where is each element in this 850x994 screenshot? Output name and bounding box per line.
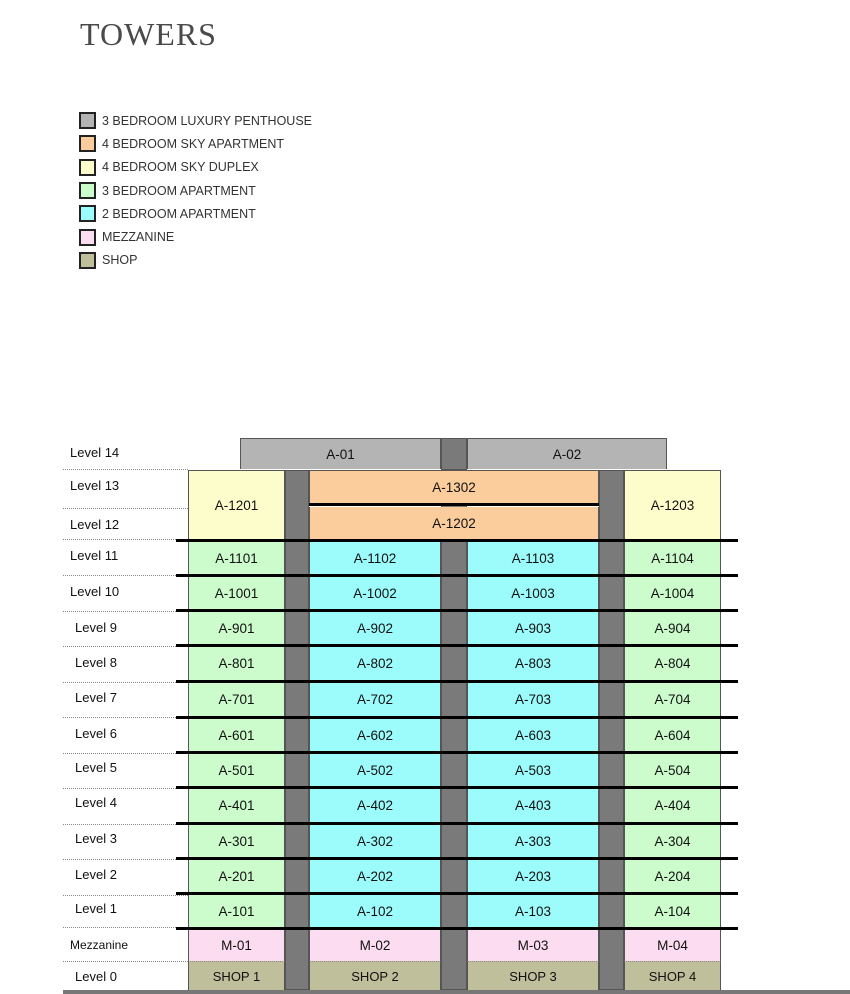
legend-swatch xyxy=(79,182,96,199)
unit-2-bedroom[interactable]: A-403 xyxy=(467,789,599,822)
unit-3-bedroom[interactable]: A-1001 xyxy=(188,577,285,609)
unit-mezzanine[interactable]: M-03 xyxy=(467,930,599,961)
level-divider xyxy=(63,508,188,509)
core-shaft xyxy=(599,470,624,990)
level-label: Level 12 xyxy=(70,517,120,532)
unit-shop[interactable]: SHOP 3 xyxy=(467,961,599,990)
legend-label: SHOP xyxy=(102,253,138,268)
unit-2-bedroom[interactable]: A-602 xyxy=(309,719,441,751)
legend-item xyxy=(79,202,312,225)
legend-item xyxy=(79,225,312,248)
unit-2-bedroom[interactable]: A-703 xyxy=(467,683,599,716)
unit-sky-duplex[interactable]: A-1201 xyxy=(188,470,285,540)
legend-label: 4 BEDROOM SKY DUPLEX xyxy=(102,160,259,175)
unit-3-bedroom[interactable]: A-201 xyxy=(188,860,285,892)
unit-2-bedroom[interactable]: A-203 xyxy=(467,860,599,892)
floor-slab xyxy=(176,786,738,789)
legend-item xyxy=(79,156,312,179)
unit-3-bedroom[interactable]: A-904 xyxy=(624,612,721,644)
level-divider xyxy=(63,717,188,718)
floor-slab xyxy=(176,751,738,754)
page-title: TOWERS xyxy=(80,16,217,52)
unit-3-bedroom[interactable]: A-1004 xyxy=(624,577,721,609)
unit-3-bedroom[interactable]: A-301 xyxy=(188,825,285,857)
floor-slab xyxy=(176,539,738,542)
level-label: Level 6 xyxy=(75,726,117,741)
level-label: Level 1 xyxy=(75,901,117,916)
floor-slab xyxy=(176,609,738,612)
unit-3-bedroom[interactable]: A-1104 xyxy=(624,542,721,574)
legend-item xyxy=(79,109,312,132)
level-label: Level 2 xyxy=(75,867,117,882)
level-divider xyxy=(63,575,188,576)
legend-item xyxy=(79,132,312,155)
unit-2-bedroom[interactable]: A-303 xyxy=(467,825,599,857)
unit-2-bedroom[interactable]: A-502 xyxy=(309,754,441,786)
level-label: Level 3 xyxy=(75,831,117,846)
level-divider xyxy=(63,646,188,647)
legend-swatch xyxy=(79,229,96,246)
unit-3-bedroom[interactable]: A-701 xyxy=(188,683,285,716)
unit-2-bedroom[interactable]: A-1102 xyxy=(309,542,441,574)
floor-slab xyxy=(176,822,738,825)
legend xyxy=(79,109,312,272)
core-shaft xyxy=(285,470,309,990)
unit-3-bedroom[interactable]: A-704 xyxy=(624,683,721,716)
legend-swatch xyxy=(79,135,96,152)
unit-mezzanine[interactable]: M-01 xyxy=(188,930,285,961)
unit-3-bedroom[interactable]: A-901 xyxy=(188,612,285,644)
floor-slab xyxy=(176,716,738,719)
unit-2-bedroom[interactable]: A-903 xyxy=(467,612,599,644)
unit-3-bedroom[interactable]: A-404 xyxy=(624,789,721,822)
unit-sky-apartment[interactable]: A-1302 xyxy=(309,470,599,504)
unit-shop[interactable]: SHOP 1 xyxy=(188,961,285,990)
core-shaft xyxy=(441,438,467,470)
floor-slab xyxy=(309,503,599,506)
unit-2-bedroom[interactable]: A-302 xyxy=(309,825,441,857)
legend-label: 2 BEDROOM APARTMENT xyxy=(102,206,256,221)
level-label: Level 13 xyxy=(70,478,120,493)
unit-3-bedroom[interactable]: A-501 xyxy=(188,754,285,786)
level-divider xyxy=(63,539,188,540)
unit-penthouse[interactable]: A-02 xyxy=(467,438,667,469)
unit-2-bedroom[interactable]: A-1003 xyxy=(467,577,599,609)
floor-slab xyxy=(176,857,738,860)
level-divider xyxy=(63,927,188,928)
unit-3-bedroom[interactable]: A-1101 xyxy=(188,542,285,574)
unit-shop[interactable]: SHOP 2 xyxy=(309,961,441,990)
floor-slab xyxy=(176,680,738,683)
floor-slab xyxy=(176,574,738,577)
legend-label: 3 BEDROOM APARTMENT xyxy=(102,183,256,198)
unit-shop[interactable]: SHOP 4 xyxy=(624,961,721,990)
unit-3-bedroom[interactable]: A-401 xyxy=(188,789,285,822)
unit-2-bedroom[interactable]: A-1002 xyxy=(309,577,441,609)
legend-label: 4 BEDROOM SKY APARTMENT xyxy=(102,136,284,151)
unit-sky-apartment[interactable]: A-1202 xyxy=(309,507,599,540)
legend-item xyxy=(79,179,312,202)
level-label: Level 4 xyxy=(75,795,117,810)
unit-2-bedroom[interactable]: A-102 xyxy=(309,895,441,927)
unit-2-bedroom[interactable]: A-202 xyxy=(309,860,441,892)
unit-3-bedroom[interactable]: A-104 xyxy=(624,895,721,927)
level-divider xyxy=(63,895,188,896)
unit-3-bedroom[interactable]: A-801 xyxy=(188,647,285,680)
ground-line xyxy=(63,990,850,994)
level-label: Level 8 xyxy=(75,655,117,670)
core-shaft xyxy=(441,470,467,990)
unit-3-bedroom[interactable]: A-304 xyxy=(624,825,721,857)
level-label: Level 9 xyxy=(75,620,117,635)
unit-2-bedroom[interactable]: A-603 xyxy=(467,719,599,751)
unit-2-bedroom[interactable]: A-803 xyxy=(467,647,599,680)
legend-swatch xyxy=(79,159,96,176)
unit-2-bedroom[interactable]: A-802 xyxy=(309,647,441,680)
floor-slab xyxy=(176,644,738,647)
legend-label: 3 BEDROOM LUXURY PENTHOUSE xyxy=(102,113,313,128)
level-label: Mezzanine xyxy=(70,938,129,952)
unit-2-bedroom[interactable]: A-402 xyxy=(309,789,441,822)
level-label: Level 5 xyxy=(75,760,117,775)
level-divider xyxy=(63,788,188,789)
unit-3-bedroom[interactable]: A-504 xyxy=(624,754,721,786)
unit-2-bedroom[interactable]: A-702 xyxy=(309,683,441,716)
level-label: Level 0 xyxy=(75,969,117,984)
level-divider xyxy=(63,469,188,470)
unit-penthouse[interactable]: A-01 xyxy=(240,438,441,469)
level-divider xyxy=(63,961,188,962)
level-label: Level 10 xyxy=(70,584,120,599)
unit-3-bedroom[interactable]: A-604 xyxy=(624,719,721,751)
unit-3-bedroom[interactable]: A-601 xyxy=(188,719,285,751)
level-divider xyxy=(63,753,188,754)
legend-swatch xyxy=(79,112,96,129)
unit-2-bedroom[interactable]: A-1103 xyxy=(467,542,599,574)
level-divider xyxy=(63,611,188,612)
unit-3-bedroom[interactable]: A-804 xyxy=(624,647,721,680)
unit-sky-duplex[interactable]: A-1203 xyxy=(624,470,721,540)
unit-2-bedroom[interactable]: A-103 xyxy=(467,895,599,927)
level-label: Level 14 xyxy=(70,445,120,460)
level-label: Level 7 xyxy=(75,690,117,705)
legend-label: MEZZANINE xyxy=(102,230,175,245)
legend-swatch xyxy=(79,205,96,222)
unit-3-bedroom[interactable]: A-204 xyxy=(624,860,721,892)
legend-swatch xyxy=(79,252,96,269)
unit-3-bedroom[interactable]: A-101 xyxy=(188,895,285,927)
legend-item xyxy=(79,249,312,272)
floor-slab xyxy=(176,892,738,895)
level-divider xyxy=(63,824,188,825)
unit-2-bedroom[interactable]: A-902 xyxy=(309,612,441,644)
unit-mezzanine[interactable]: M-02 xyxy=(309,930,441,961)
unit-mezzanine[interactable]: M-04 xyxy=(624,930,721,961)
level-divider xyxy=(63,859,188,860)
level-divider xyxy=(63,682,188,683)
level-label: Level 11 xyxy=(70,548,119,563)
unit-2-bedroom[interactable]: A-503 xyxy=(467,754,599,786)
